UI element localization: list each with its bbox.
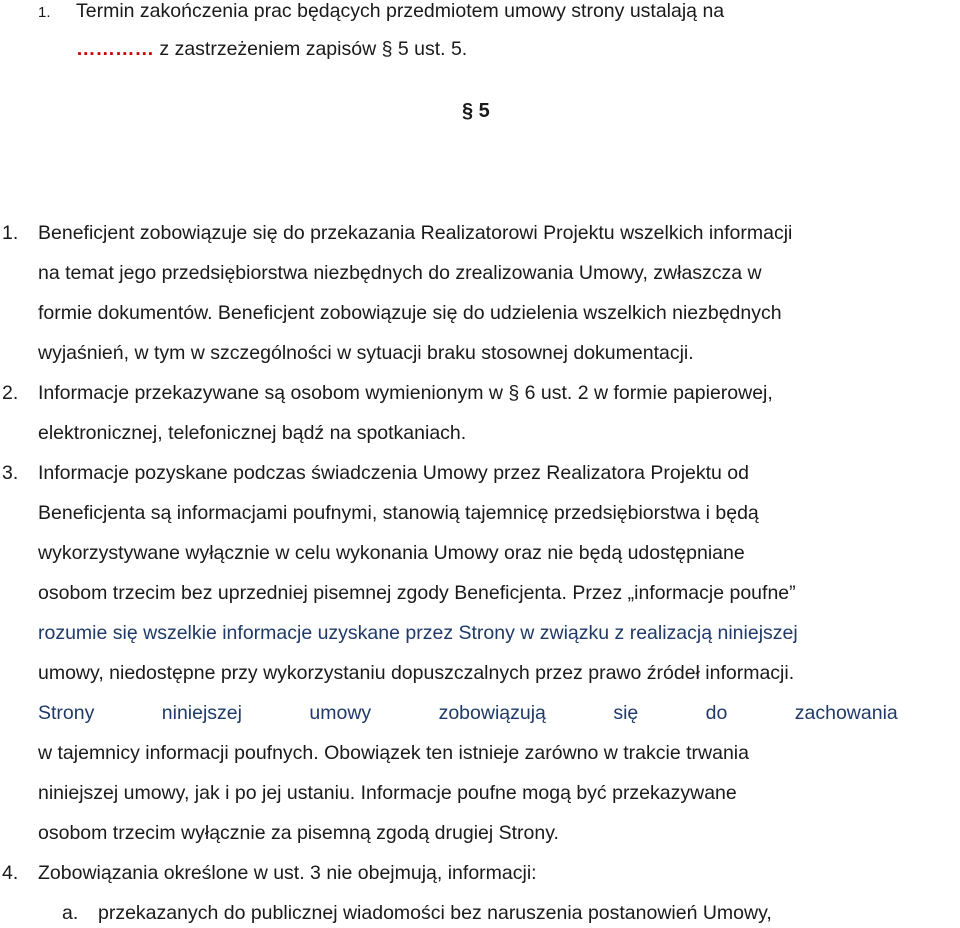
- p4a-line: przekazanych do publicznej wiadomości bez naruszenia postanowień Umowy,: [98, 902, 772, 924]
- item1-line2: [76, 36, 467, 62]
- p3-line: w tajemnicy informacji poufnych. Obowiązek ten istnieje zarówno w trakcie trwania: [38, 742, 749, 764]
- p3-line: rozumie się wszelkie informacje uzyskane przez Strony w związku z realizacją niniejszej: [38, 622, 798, 644]
- p1-line: na temat jego przedsiębiorstwa niezbędnych do zrealizowania Umowy, zwłaszcza w: [38, 262, 762, 284]
- p3-line: niniejszej umowy, jak i po jej ustaniu. Informacje poufne mogą być przekazywane: [38, 782, 737, 804]
- p1-line: wyjaśnień, w tym w szczególności w sytuacji braku stosownej dokumentacji.: [38, 342, 694, 364]
- p1-number: 1.: [2, 222, 19, 244]
- p3-line: umowy, niedostępne przy wykorzystaniu dopuszczalnych przez prawo źródeł informacji.: [38, 662, 795, 684]
- section-heading: § 5: [462, 100, 490, 122]
- item1-number: 1.: [38, 4, 51, 21]
- item1-line1: Termin zakończenia prac będących przedmiotem umowy strony ustalają na: [76, 0, 725, 22]
- p3-line: Informacje pozyskane podczas świadczenia Umowy przez Realizatora Projektu od: [38, 462, 749, 484]
- p1-line: Beneficjent zobowiązuje się do przekazania Realizatorowi Projektu wszelkich informacji: [38, 222, 793, 244]
- blank-placeholder: …………: [76, 38, 154, 60]
- p3-number: 3.: [2, 462, 19, 484]
- p3-line: Strony niniejszej umowy zobowiązują się do zachowania: [38, 702, 898, 724]
- p3-line: Beneficjenta są informacjami poufnymi, stanowią tajemnicę przedsiębiorstwa i będą: [38, 502, 759, 524]
- p2-line: elektronicznej, telefonicznej bądź na spotkaniach.: [38, 422, 467, 444]
- p4-line: Zobowiązania określone w ust. 3 nie obejmują, informacji:: [38, 862, 537, 884]
- p1-line: formie dokumentów. Beneficjent zobowiązuje się do udzielenia wszelkich niezbędnych: [38, 302, 782, 324]
- p4-number: 4.: [2, 862, 19, 884]
- p3-line: osobom trzecim bez uprzedniej pisemnej zgody Beneficjenta. Przez „informacje poufne”: [38, 582, 796, 604]
- p3-line: wykorzystywane wyłącznie w celu wykonania Umowy oraz nie będą udostępniane: [38, 542, 745, 564]
- p4a-letter: a.: [62, 902, 79, 924]
- p2-number: 2.: [2, 382, 19, 404]
- p3-line: osobom trzecim wyłącznie za pisemną zgodą drugiej Strony.: [38, 822, 559, 844]
- item1-line2-text: z zastrzeżeniem zapisów § 5 ust. 5.: [154, 38, 468, 60]
- p2-line: Informacje przekazywane są osobom wymienionym w § 6 ust. 2 w formie papierowej,: [38, 382, 773, 404]
